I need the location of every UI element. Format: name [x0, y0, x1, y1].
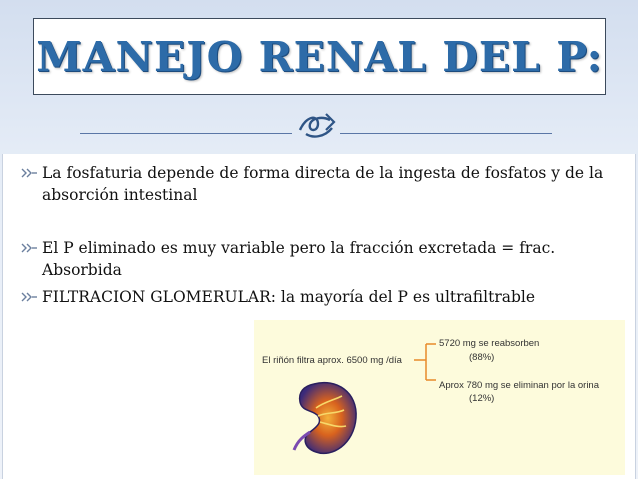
flourish-icon — [296, 108, 338, 140]
reabsorbed-percent: (88%) — [469, 352, 495, 363]
kidney-filtration-figure — [254, 320, 625, 475]
eliminated-percent: (12%) — [469, 393, 495, 404]
title-divider-right — [340, 133, 552, 134]
title-box — [33, 18, 606, 95]
reabsorbed-label: 5720 mg se reabsorben — [439, 338, 540, 349]
double-chevron-icon — [20, 237, 42, 259]
title-divider-left — [80, 133, 292, 134]
bullet-text: El P eliminado es muy variable pero la fracción excretada = frac. Absorbida — [42, 239, 556, 279]
bullet-text: FILTRACION GLOMERULAR: la mayoría del P es ultrafiltrable — [42, 288, 536, 306]
kidney-icon — [292, 378, 362, 458]
bullet-item — [20, 286, 620, 308]
bullet-item — [20, 162, 620, 206]
filtration-label: El riñón filtra aprox. 6500 mg /día — [262, 355, 402, 366]
double-chevron-icon — [20, 162, 42, 184]
bullet-item — [20, 237, 620, 281]
slide-title: MANEJO RENAL DEL P: — [36, 32, 603, 81]
double-chevron-icon — [20, 286, 42, 308]
bullet-text: La fosfaturia depende de forma directa de la ingesta de fosfatos y de la absorción intestinal — [42, 164, 604, 204]
eliminated-label: Aprox 780 mg se eliminan por la orina — [439, 380, 600, 391]
